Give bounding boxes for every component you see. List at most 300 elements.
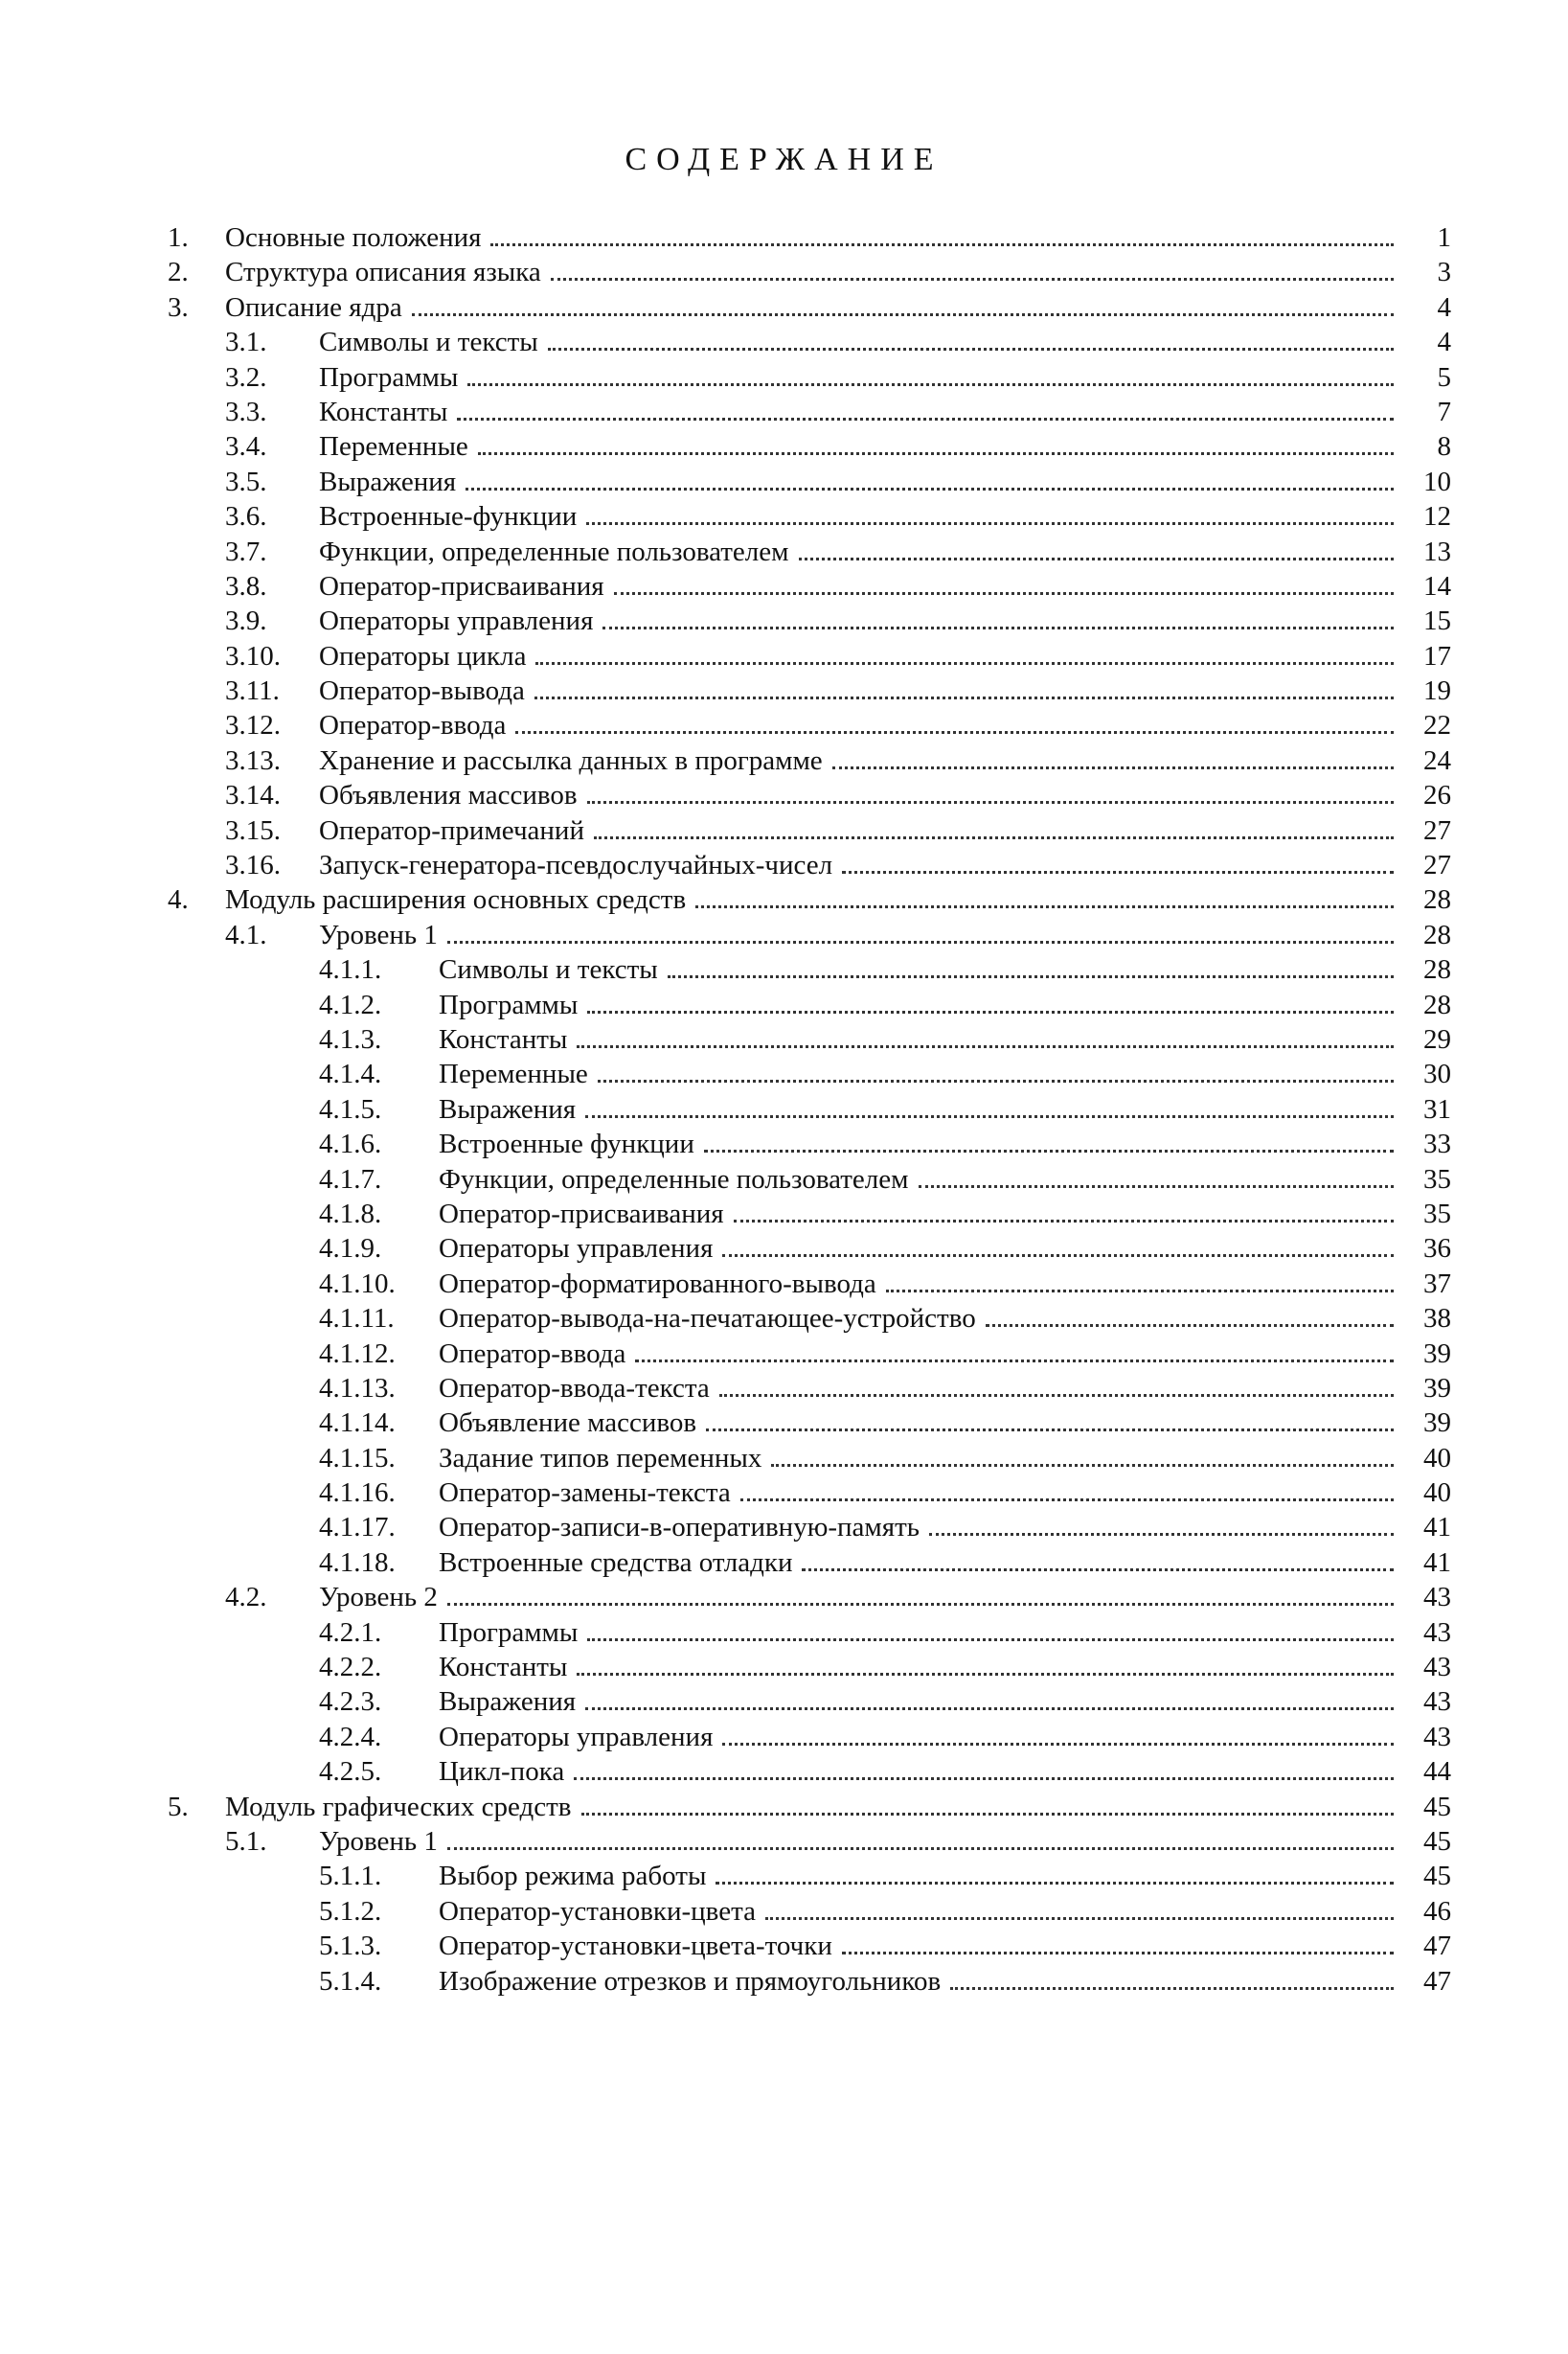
toc-entry-number: 1. (168, 222, 189, 253)
toc-entry (168, 1824, 1451, 1859)
toc-entry-leader (439, 988, 1394, 1022)
toc-entry (168, 465, 1451, 499)
toc-entry-leader (319, 1580, 1394, 1614)
toc-entry-page: 29 (1423, 1023, 1451, 1055)
toc-entry-leader (319, 360, 1394, 395)
dot-leader (594, 836, 1394, 839)
dot-leader (587, 1638, 1394, 1641)
toc-entry-title: Описание ядра (225, 290, 408, 325)
dot-leader (740, 1498, 1394, 1501)
toc-entry (168, 604, 1451, 638)
dot-leader (734, 1220, 1394, 1223)
toc-entry-page: 39 (1423, 1372, 1451, 1404)
dot-leader (695, 905, 1394, 908)
toc-entry-title: Константы (319, 395, 453, 429)
toc-entry-leader (439, 1301, 1394, 1336)
dot-leader (950, 1987, 1394, 1990)
toc-entry-number: 3.11. (225, 675, 280, 707)
toc-entry-leader (319, 325, 1394, 359)
toc-entry (168, 1684, 1451, 1719)
toc-entry (168, 1371, 1451, 1406)
toc-entry-number: 3.12. (225, 710, 281, 742)
toc-entry (168, 1790, 1451, 1824)
toc-entry-leader (439, 1720, 1394, 1754)
toc-entry-page: 1 (1437, 222, 1451, 253)
toc-entry-page: 28 (1423, 884, 1451, 916)
toc-entry-number: 3.8. (225, 570, 267, 602)
toc-entry-title: Оператор-примечаний (319, 813, 590, 848)
toc-entry (168, 1580, 1451, 1614)
toc-entry-number: 3.6. (225, 501, 267, 533)
toc-entry-number: 3.14. (225, 780, 281, 811)
toc-entry-title: Выбор режима работы (439, 1859, 712, 1893)
toc-entry-page: 43 (1423, 1686, 1451, 1718)
toc-entry-number: 3.13. (225, 744, 281, 776)
toc-entry-leader (225, 1790, 1394, 1824)
dot-leader (602, 627, 1394, 629)
toc-entry-title: Объявление массивов (439, 1406, 702, 1440)
toc-entry (168, 674, 1451, 708)
toc-entry-number: 4.1.9. (319, 1233, 382, 1265)
toc-entry-title: Выражения (319, 465, 462, 499)
dot-leader (598, 1080, 1394, 1083)
dot-leader (799, 558, 1395, 560)
toc-entry-number: 4.1.15. (319, 1442, 396, 1474)
toc-entry-number: 3.7. (225, 536, 267, 567)
toc-entry-number: 3.5. (225, 466, 267, 497)
dot-leader (586, 522, 1394, 525)
toc-entry (168, 360, 1451, 395)
toc-entry-page: 45 (1423, 1861, 1451, 1892)
toc-entry-leader (225, 255, 1394, 289)
toc-entry-number: 5.1.4. (319, 1965, 382, 1997)
toc-entry-number: 4.1.16. (319, 1477, 396, 1509)
toc-entry-leader (319, 778, 1394, 812)
dot-leader (706, 1428, 1394, 1431)
toc-entry-leader (439, 1057, 1394, 1091)
toc-entry-title: Программы (319, 360, 464, 395)
toc-entry-title: Уровень 1 (319, 1824, 443, 1859)
toc-entry-title: Оператор-вывода (319, 674, 531, 708)
toc-entry-title: Оператор-замены-текста (439, 1475, 737, 1510)
toc-entry-leader (439, 1127, 1394, 1161)
toc-entry-number: 3.2. (225, 361, 267, 393)
toc-entry-leader (225, 882, 1394, 917)
toc-entry (168, 1510, 1451, 1544)
toc-entry-title: Запуск-генератора-псевдослучайных-чисел (319, 848, 838, 882)
toc-entry-leader (439, 1615, 1394, 1650)
toc-entry-title: Уровень 2 (319, 1580, 443, 1614)
toc-entry-number: 3.15. (225, 814, 281, 846)
toc-entry-page: 35 (1423, 1198, 1451, 1229)
toc-entry-leader (319, 465, 1394, 499)
toc-entry-number: 4.1. (225, 919, 267, 950)
toc-entry-title: Встроенные средства отладки (439, 1545, 798, 1580)
toc-entry-title: Оператор-присваивания (439, 1197, 730, 1231)
dot-leader (574, 1777, 1394, 1780)
toc-entry (168, 1301, 1451, 1336)
toc-entry-title: Структура описания языка (225, 255, 547, 289)
toc-entry-page: 30 (1423, 1059, 1451, 1090)
toc-entry-number: 5.1.1. (319, 1861, 382, 1892)
toc-entry-leader (439, 1406, 1394, 1440)
dot-leader (447, 1847, 1394, 1850)
toc-entry-leader (439, 1754, 1394, 1789)
toc-entry (168, 813, 1451, 848)
toc-entry-page: 35 (1423, 1163, 1451, 1195)
toc-entry-leader (439, 1684, 1394, 1719)
toc-entry-page: 22 (1423, 710, 1451, 742)
toc-entry (168, 290, 1451, 325)
toc-entry-page: 45 (1423, 1825, 1451, 1857)
toc-entry-number: 3.10. (225, 640, 281, 672)
toc-entry-number: 4.1.11. (319, 1303, 395, 1335)
toc-entry-page: 12 (1423, 501, 1451, 533)
toc-entry-page: 8 (1437, 431, 1451, 463)
toc-entry-title: Операторы управления (319, 604, 599, 638)
toc-entry-title: Переменные (439, 1057, 594, 1091)
toc-entry-page: 28 (1423, 954, 1451, 986)
toc-entry (168, 499, 1451, 534)
toc-entry (168, 918, 1451, 952)
toc-entry-number: 4. (168, 884, 189, 916)
toc-entry-page: 26 (1423, 780, 1451, 811)
toc-entry-title: Оператор-форматированного-вывода (439, 1267, 882, 1301)
toc-entry-leader (319, 499, 1394, 534)
toc-entry-page: 15 (1423, 606, 1451, 637)
toc-entry-page: 7 (1437, 396, 1451, 427)
dot-leader (614, 592, 1394, 595)
toc-entry (168, 1092, 1451, 1127)
toc-entry (168, 743, 1451, 778)
toc-entry-leader (439, 1092, 1394, 1127)
dot-leader (534, 697, 1394, 699)
toc-entry-title: Программы (439, 1615, 583, 1650)
dot-leader (765, 1917, 1394, 1920)
toc-entry-title: Модуль расширения основных средств (225, 882, 692, 917)
dot-leader (668, 975, 1394, 978)
toc-entry-leader (439, 952, 1394, 987)
toc-entry-number: 5.1. (225, 1825, 267, 1857)
dot-leader (515, 731, 1394, 734)
toc-entry (168, 1894, 1451, 1929)
toc-entry-title: Оператор-ввода (319, 708, 511, 743)
toc-entry-page: 39 (1423, 1407, 1451, 1439)
toc-entry-leader (319, 395, 1394, 429)
toc-entry-number: 4.1.14. (319, 1407, 396, 1439)
dot-leader (802, 1568, 1394, 1571)
dot-leader (842, 871, 1394, 874)
dot-leader (551, 278, 1394, 281)
dot-leader (467, 383, 1394, 386)
toc-entry-page: 47 (1423, 1931, 1451, 1962)
toc-entry-number: 3.4. (225, 431, 267, 463)
toc-entry-page: 40 (1423, 1442, 1451, 1474)
dot-leader (771, 1464, 1394, 1467)
toc-entry-page: 28 (1423, 989, 1451, 1020)
toc-entry-leader (439, 1929, 1394, 1963)
toc-entry (168, 1859, 1451, 1893)
toc-entry-title: Переменные (319, 429, 474, 464)
toc-entry-page: 46 (1423, 1895, 1451, 1927)
toc-entry-page: 3 (1437, 257, 1451, 288)
toc-entry-title: Оператор-ввода (439, 1337, 631, 1371)
dot-leader (722, 1254, 1394, 1257)
toc-entry-title: Изображение отрезков и прямоугольников (439, 1964, 946, 1999)
toc-entry-title: Модуль графических средств (225, 1790, 578, 1824)
toc-entry-leader (319, 918, 1394, 952)
toc-entry-leader (319, 848, 1394, 882)
toc-entry-number: 5.1.3. (319, 1931, 382, 1962)
toc-entry (168, 988, 1451, 1022)
toc-entry (168, 778, 1451, 812)
toc-entry (168, 1197, 1451, 1231)
toc-entry (168, 1267, 1451, 1301)
toc-entry (168, 255, 1451, 289)
dot-leader (447, 941, 1394, 944)
toc-entry (168, 325, 1451, 359)
toc-entry-page: 43 (1423, 1582, 1451, 1613)
toc-entry-leader (319, 535, 1394, 569)
toc-entry (168, 1615, 1451, 1650)
toc-entry-number: 4.1.4. (319, 1059, 382, 1090)
toc-entry-title: Функции, определенные пользователем (439, 1162, 915, 1197)
toc-entry-leader (319, 708, 1394, 743)
toc-entry-title: Выражения (439, 1092, 581, 1127)
toc-entry-leader (319, 639, 1394, 674)
toc-entry-number: 4.1.10. (319, 1268, 396, 1299)
toc-entry-leader (319, 813, 1394, 848)
toc-entry-number: 4.2.5. (319, 1756, 382, 1788)
dot-leader (548, 348, 1394, 351)
dot-leader (716, 1882, 1394, 1885)
dot-leader (585, 1707, 1394, 1710)
toc-entry-leader (439, 1859, 1394, 1893)
toc-entry-number: 3.3. (225, 396, 267, 427)
dot-leader (635, 1360, 1394, 1362)
toc-entry-page: 27 (1423, 814, 1451, 846)
toc-entry-leader (439, 1894, 1394, 1929)
toc-entry-leader (319, 569, 1394, 604)
toc-entry-leader (319, 429, 1394, 464)
toc-entry-number: 4.1.8. (319, 1198, 382, 1229)
dot-leader (722, 1743, 1394, 1746)
toc-entry (168, 1022, 1451, 1057)
toc-entry-number: 4.1.5. (319, 1093, 382, 1125)
dot-leader (587, 1011, 1394, 1014)
toc-entry-page: 5 (1437, 361, 1451, 393)
toc-entry-page: 14 (1423, 570, 1451, 602)
toc-entry-leader (439, 1650, 1394, 1684)
toc-entry-page: 47 (1423, 1965, 1451, 1997)
toc-entry-title: Хранение и рассылка данных в программе (319, 743, 829, 778)
page-title: СОДЕРЖАНИЕ (625, 142, 943, 177)
toc-entry-page: 13 (1423, 536, 1451, 567)
toc-entry-title: Константы (439, 1650, 573, 1684)
toc-entry-leader (319, 743, 1394, 778)
toc-entry (168, 882, 1451, 917)
toc-entry-title: Уровень 1 (319, 918, 443, 952)
toc-entry-title: Константы (439, 1022, 573, 1057)
toc-entry-title: Оператор-ввода-текста (439, 1371, 716, 1406)
dot-leader (929, 1533, 1394, 1536)
toc-entry-number: 2. (168, 257, 189, 288)
dot-leader (478, 452, 1394, 455)
toc-entry (168, 1406, 1451, 1440)
toc-entry-title: Оператор-вывода-на-печатающее-устройство (439, 1301, 982, 1336)
dot-leader (490, 243, 1394, 246)
toc-entry-page: 28 (1423, 919, 1451, 950)
toc-entry-number: 4.1.18. (319, 1546, 396, 1578)
toc-entry-number: 4.1.3. (319, 1023, 382, 1055)
toc-entry-leader (439, 1267, 1394, 1301)
toc-entry-number: 4.1.13. (319, 1372, 396, 1404)
toc-entry-title: Выражения (439, 1684, 581, 1719)
toc-entry-page: 10 (1423, 466, 1451, 497)
toc-entry (168, 429, 1451, 464)
toc-entry (168, 848, 1451, 882)
toc-entry-number: 4.1.12. (319, 1337, 396, 1369)
dot-leader (466, 488, 1394, 491)
toc-entry-leader (225, 290, 1394, 325)
toc-entry-leader (225, 220, 1394, 255)
toc-entry-title: Функции, определенные пользователем (319, 535, 795, 569)
toc-entry-number: 5. (168, 1791, 189, 1822)
toc-entry-page: 33 (1423, 1129, 1451, 1160)
toc-entry-leader (439, 1231, 1394, 1266)
toc-entry-number: 4.2.2. (319, 1652, 382, 1683)
dot-leader (457, 418, 1394, 421)
toc-entry-leader (439, 1162, 1394, 1197)
toc-entry-page: 37 (1423, 1268, 1451, 1299)
toc-entry (168, 535, 1451, 569)
toc-entry (168, 1929, 1451, 1963)
dot-leader (919, 1185, 1395, 1188)
toc-entry-title: Объявления массивов (319, 778, 583, 812)
toc-entry (168, 1475, 1451, 1510)
toc-entry-number: 4.2.3. (319, 1686, 382, 1718)
dot-leader (577, 1673, 1394, 1676)
toc-entry-number: 4.1.1. (319, 954, 382, 986)
toc-entry-title: Оператор-установки-цвета (439, 1894, 761, 1929)
toc-entry-leader (439, 1475, 1394, 1510)
toc-entry-title: Операторы цикла (319, 639, 532, 674)
dot-leader (577, 1045, 1394, 1048)
toc-entry-page: 38 (1423, 1303, 1451, 1335)
toc-entry-page: 17 (1423, 640, 1451, 672)
dot-leader (581, 1813, 1395, 1816)
toc-entry (168, 220, 1451, 255)
toc-entry (168, 708, 1451, 743)
dot-leader (535, 662, 1394, 665)
dot-leader (719, 1394, 1394, 1397)
toc-entry-page: 43 (1423, 1652, 1451, 1683)
toc-entry-number: 4.1.7. (319, 1163, 382, 1195)
toc-entry-title: Цикл-пока (439, 1754, 570, 1789)
toc-entry-page: 41 (1423, 1546, 1451, 1578)
toc-entry-leader (439, 1022, 1394, 1057)
toc-entry-page: 36 (1423, 1233, 1451, 1265)
toc-entry-page: 4 (1437, 291, 1451, 323)
toc-entry (168, 1441, 1451, 1475)
dot-leader (832, 766, 1394, 769)
toc-entry (168, 1720, 1451, 1754)
toc-entry-page: 27 (1423, 850, 1451, 881)
toc-entry-title: Программы (439, 988, 583, 1022)
toc-entry (168, 1754, 1451, 1789)
dot-leader (842, 1952, 1394, 1954)
toc-entry-number: 4.2.4. (319, 1721, 382, 1752)
toc-entry-number: 4.2.1. (319, 1616, 382, 1648)
toc-entry-leader (319, 604, 1394, 638)
toc-entry-title: Символы и тексты (439, 952, 664, 987)
toc-entry-number: 3.1. (225, 327, 267, 358)
toc-entry (168, 395, 1451, 429)
toc-entry-number: 4.2. (225, 1582, 267, 1613)
toc-entry-number: 3.9. (225, 606, 267, 637)
toc-entry-title: Оператор-записи-в-оперативную-память (439, 1510, 925, 1544)
toc-entry-title: Операторы управления (439, 1720, 718, 1754)
toc-entry-page: 19 (1423, 675, 1451, 707)
toc-entry-number: 3. (168, 291, 189, 323)
toc-entry-title: Оператор-присваивания (319, 569, 610, 604)
toc-entry-number: 3.16. (225, 850, 281, 881)
toc-entry-number: 4.1.6. (319, 1129, 382, 1160)
toc-entry-title: Основные положения (225, 220, 487, 255)
toc-entry (168, 952, 1451, 987)
toc-entry-title: Оператор-установки-цвета-точки (439, 1929, 838, 1963)
toc-entry-title: Встроенные-функции (319, 499, 582, 534)
dot-leader (886, 1290, 1394, 1292)
toc-entry-page: 39 (1423, 1337, 1451, 1369)
toc-entry-page: 4 (1437, 327, 1451, 358)
toc-entry-page: 24 (1423, 744, 1451, 776)
toc-entry-leader (439, 1337, 1394, 1371)
toc-entry (168, 1162, 1451, 1197)
dot-leader (704, 1150, 1394, 1153)
dot-leader (585, 1115, 1394, 1118)
toc-entry-title: Задание типов переменных (439, 1441, 767, 1475)
toc-entry-title: Символы и тексты (319, 325, 544, 359)
toc-entry-number: 5.1.2. (319, 1895, 382, 1927)
table-of-contents (168, 220, 1451, 1999)
dot-leader (412, 313, 1394, 316)
toc-entry-number: 4.1.17. (319, 1512, 396, 1543)
toc-entry (168, 1231, 1451, 1266)
toc-entry (168, 1127, 1451, 1161)
toc-entry-page: 44 (1423, 1756, 1451, 1788)
dot-leader (587, 801, 1394, 804)
toc-entry-title: Операторы управления (439, 1231, 718, 1266)
toc-entry (168, 639, 1451, 674)
toc-entry-leader (439, 1510, 1394, 1544)
toc-entry-leader (439, 1964, 1394, 1999)
dot-leader (986, 1324, 1394, 1327)
toc-entry (168, 1650, 1451, 1684)
toc-entry-leader (439, 1371, 1394, 1406)
toc-entry-leader (439, 1441, 1394, 1475)
toc-entry-number: 4.1.2. (319, 989, 382, 1020)
toc-entry (168, 569, 1451, 604)
toc-entry (168, 1545, 1451, 1580)
toc-entry-page: 43 (1423, 1616, 1451, 1648)
toc-entry-page: 43 (1423, 1721, 1451, 1752)
toc-entry-page: 41 (1423, 1512, 1451, 1543)
dot-leader (447, 1603, 1394, 1606)
toc-entry-leader (439, 1197, 1394, 1231)
toc-entry (168, 1057, 1451, 1091)
toc-entry (168, 1337, 1451, 1371)
